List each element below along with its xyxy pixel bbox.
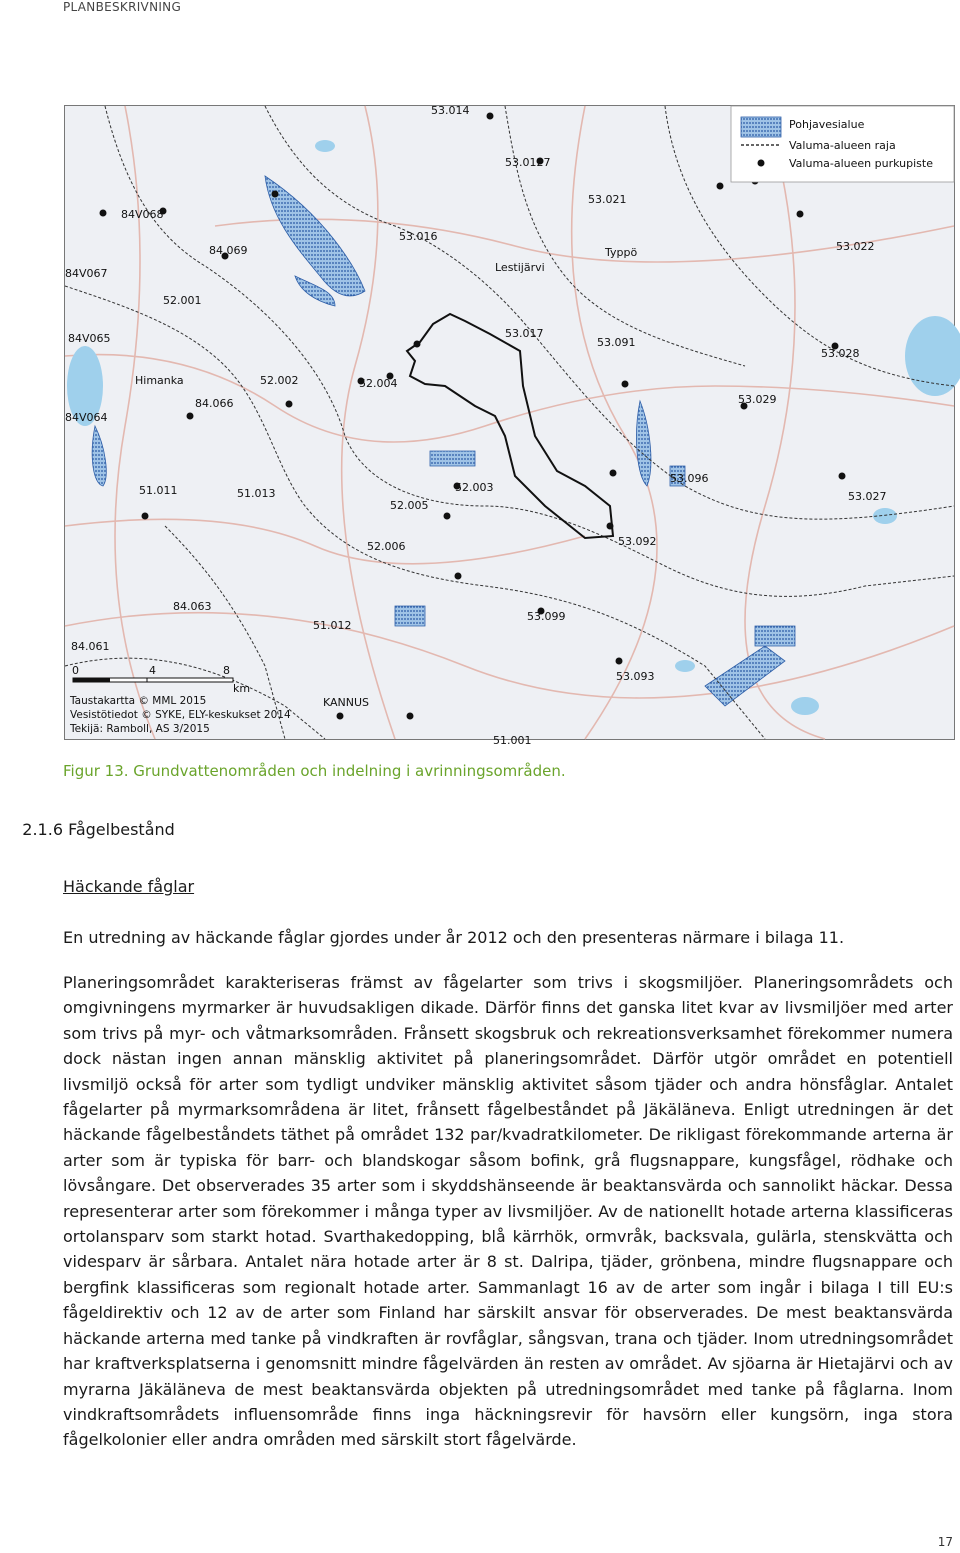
scale-tick-label: 8 xyxy=(223,664,230,677)
credit-line: Vesistötiedot © SYKE, ELY-keskukset 2014 xyxy=(70,709,291,721)
catchment-label: 52.005 xyxy=(390,499,429,512)
catchment-label: 84.063 xyxy=(173,600,212,613)
catchment-label: 84.061 xyxy=(71,640,110,653)
place-label: Typpö xyxy=(605,246,638,259)
catchment-label: 52.001 xyxy=(163,294,202,307)
scale-unit: km xyxy=(233,682,251,695)
section-number: 2.1.6 xyxy=(22,820,63,839)
catchment-label: 53.099 xyxy=(527,610,566,623)
catchment-label: 84V064 xyxy=(65,411,108,424)
catchment-label: 53.014 xyxy=(431,104,470,117)
catchment-label: 52.003 xyxy=(455,481,494,494)
catchment-label: 53.0127 xyxy=(505,156,551,169)
section-title: Fågelbestånd xyxy=(68,820,175,839)
catchment-label: 52.002 xyxy=(260,374,299,387)
page-number: 17 xyxy=(937,1535,953,1549)
scale-tick-label: 4 xyxy=(149,664,156,677)
catchment-label: 52.004 xyxy=(359,377,398,390)
catchment-label: 84V068 xyxy=(121,208,164,221)
figure-caption: Figur 13. Grundvattenområden och indelning i avrinningsområden. xyxy=(63,762,566,780)
credit-line: Tekijä: Ramboll, AS 3/2015 xyxy=(70,723,210,735)
groundwater-catchment-map xyxy=(64,104,955,747)
section-heading xyxy=(0,820,175,839)
catchment-label: 53.016 xyxy=(399,230,438,243)
legend-dot-swatch xyxy=(758,160,765,167)
map-legend xyxy=(731,106,954,182)
map-background xyxy=(65,106,954,739)
catchment-label: 84.066 xyxy=(195,397,234,410)
catchment-label: 52.006 xyxy=(367,540,406,553)
credit-line: Taustakartta © MML 2015 xyxy=(70,695,207,707)
catchment-label: 84.069 xyxy=(209,244,248,257)
catchment-label: 51.001 xyxy=(493,734,532,747)
scale-tick-label: 0 xyxy=(72,664,79,677)
subsection-heading: Häckande fåglar xyxy=(63,877,195,896)
running-header: PLANBESKRIVNING xyxy=(63,0,182,14)
legend-label: Valuma-alueen raja xyxy=(789,139,896,152)
catchment-label: 51.011 xyxy=(139,484,178,497)
catchment-label: 53.021 xyxy=(588,193,627,206)
catchment-label: 53.028 xyxy=(821,347,860,360)
catchment-label: 53.022 xyxy=(836,240,875,253)
catchment-label: 53.029 xyxy=(738,393,777,406)
legend-label: Pohjavesialue xyxy=(789,118,865,131)
body-paragraph: En utredning av häckande fåglar gjordes under år 2012 och den presenteras närmare i bilaga 11. xyxy=(63,928,845,947)
catchment-label: 53.017 xyxy=(505,327,544,340)
catchment-label: 51.013 xyxy=(237,487,276,500)
catchment-label: 84V067 xyxy=(65,267,108,280)
catchment-label: 53.091 xyxy=(597,336,636,349)
place-label: Lestijärvi xyxy=(495,261,545,274)
catchment-label: 84V065 xyxy=(68,332,111,345)
place-label: Himanka xyxy=(135,374,184,387)
catchment-label: 53.093 xyxy=(616,670,655,683)
legend-label: Valuma-alueen purkupiste xyxy=(789,157,933,170)
catchment-label: 53.096 xyxy=(670,472,709,485)
map-canvas xyxy=(65,104,954,747)
catchment-label: 51.012 xyxy=(313,619,352,632)
catchment-label: 53.027 xyxy=(848,490,887,503)
legend-hatched-swatch xyxy=(741,117,781,137)
catchment-label: 53.092 xyxy=(618,535,657,548)
body-paragraph: Planeringsområdet karakteriseras främst av fågelarter som trivs i skogsmiljöer. Planeringsområdets och omgivningens myrmarker är huvudsakligen dikade. Därför finns det ganska litet kvar av livsmiljöer med arter som trivs på myr- och våtmarksområden. Frånsett skogsbruk och rekreationsverksamhet förekommer numera dock nästan ingen annan mänsklig aktivitet på planeringsområdet. Därför utgör området en potentiell livsmiljö också för arter som tydligt undviker mänsklig aktivitet såsom tjäder och andra hönsfåglar. Antalet fågelarter på myrmarksområdena är litet, frånsett fågelbeståndet på Jäkäläneva. Enligt utredningen är det häckande fågelbeståndets täthet på området 132 par/kvadratkilometer. De rikligast förekommande arterna är arter som är typiska för barr- och blandskogar såsom bofink, grå flugsnappare, kungsfågel, rödhake och lövsångare. Det observerades 35 arter som i skyddshänseende är beaktansvärda och sannolikt häckar. Dessa representerar arter som förekommer i många typer av livsmiljöer. Av de nationellt hotade arterna klassificeras ortolansparv som starkt hotad. Svarthakedopping, blå kärrhök, ormvråk, backsvala, gulärla, stenskvätta och videsparv är sårbara. Antalet nära hotade arter är 8 st. Dalripa, tjäder, grönbena, mindre flugsnappare och bergfink klassificeras som regionalt hotade arter. Sammanlagt 16 av de arter som ingår i bilaga I till EU:s fågeldirektiv och 12 av de arter som Finland har särskilt ansvar för observerades. De mest beaktansvärda häckande arterna med tanke på vindkraften är rovfåglar, sångsvan, trana och tjäder. Inom utredningsområdet har kraftverksplatserna i genomsnitt mindre fågelvärden än resten av området. Av sjöarna är Hietajärvi och av myrarna Jäkäläneva de mest beaktansvärda objekten på utredningsområdet med tanke på fåglarna. Inom vindkraftsområdets influensområde finns inga häckningsrevir för havsörn eller kungsörn, inga stora fågelkolonier eller andra områden med särskilt stort fågelvärde. xyxy=(63,973,953,1450)
place-label: KANNUS xyxy=(323,696,370,709)
